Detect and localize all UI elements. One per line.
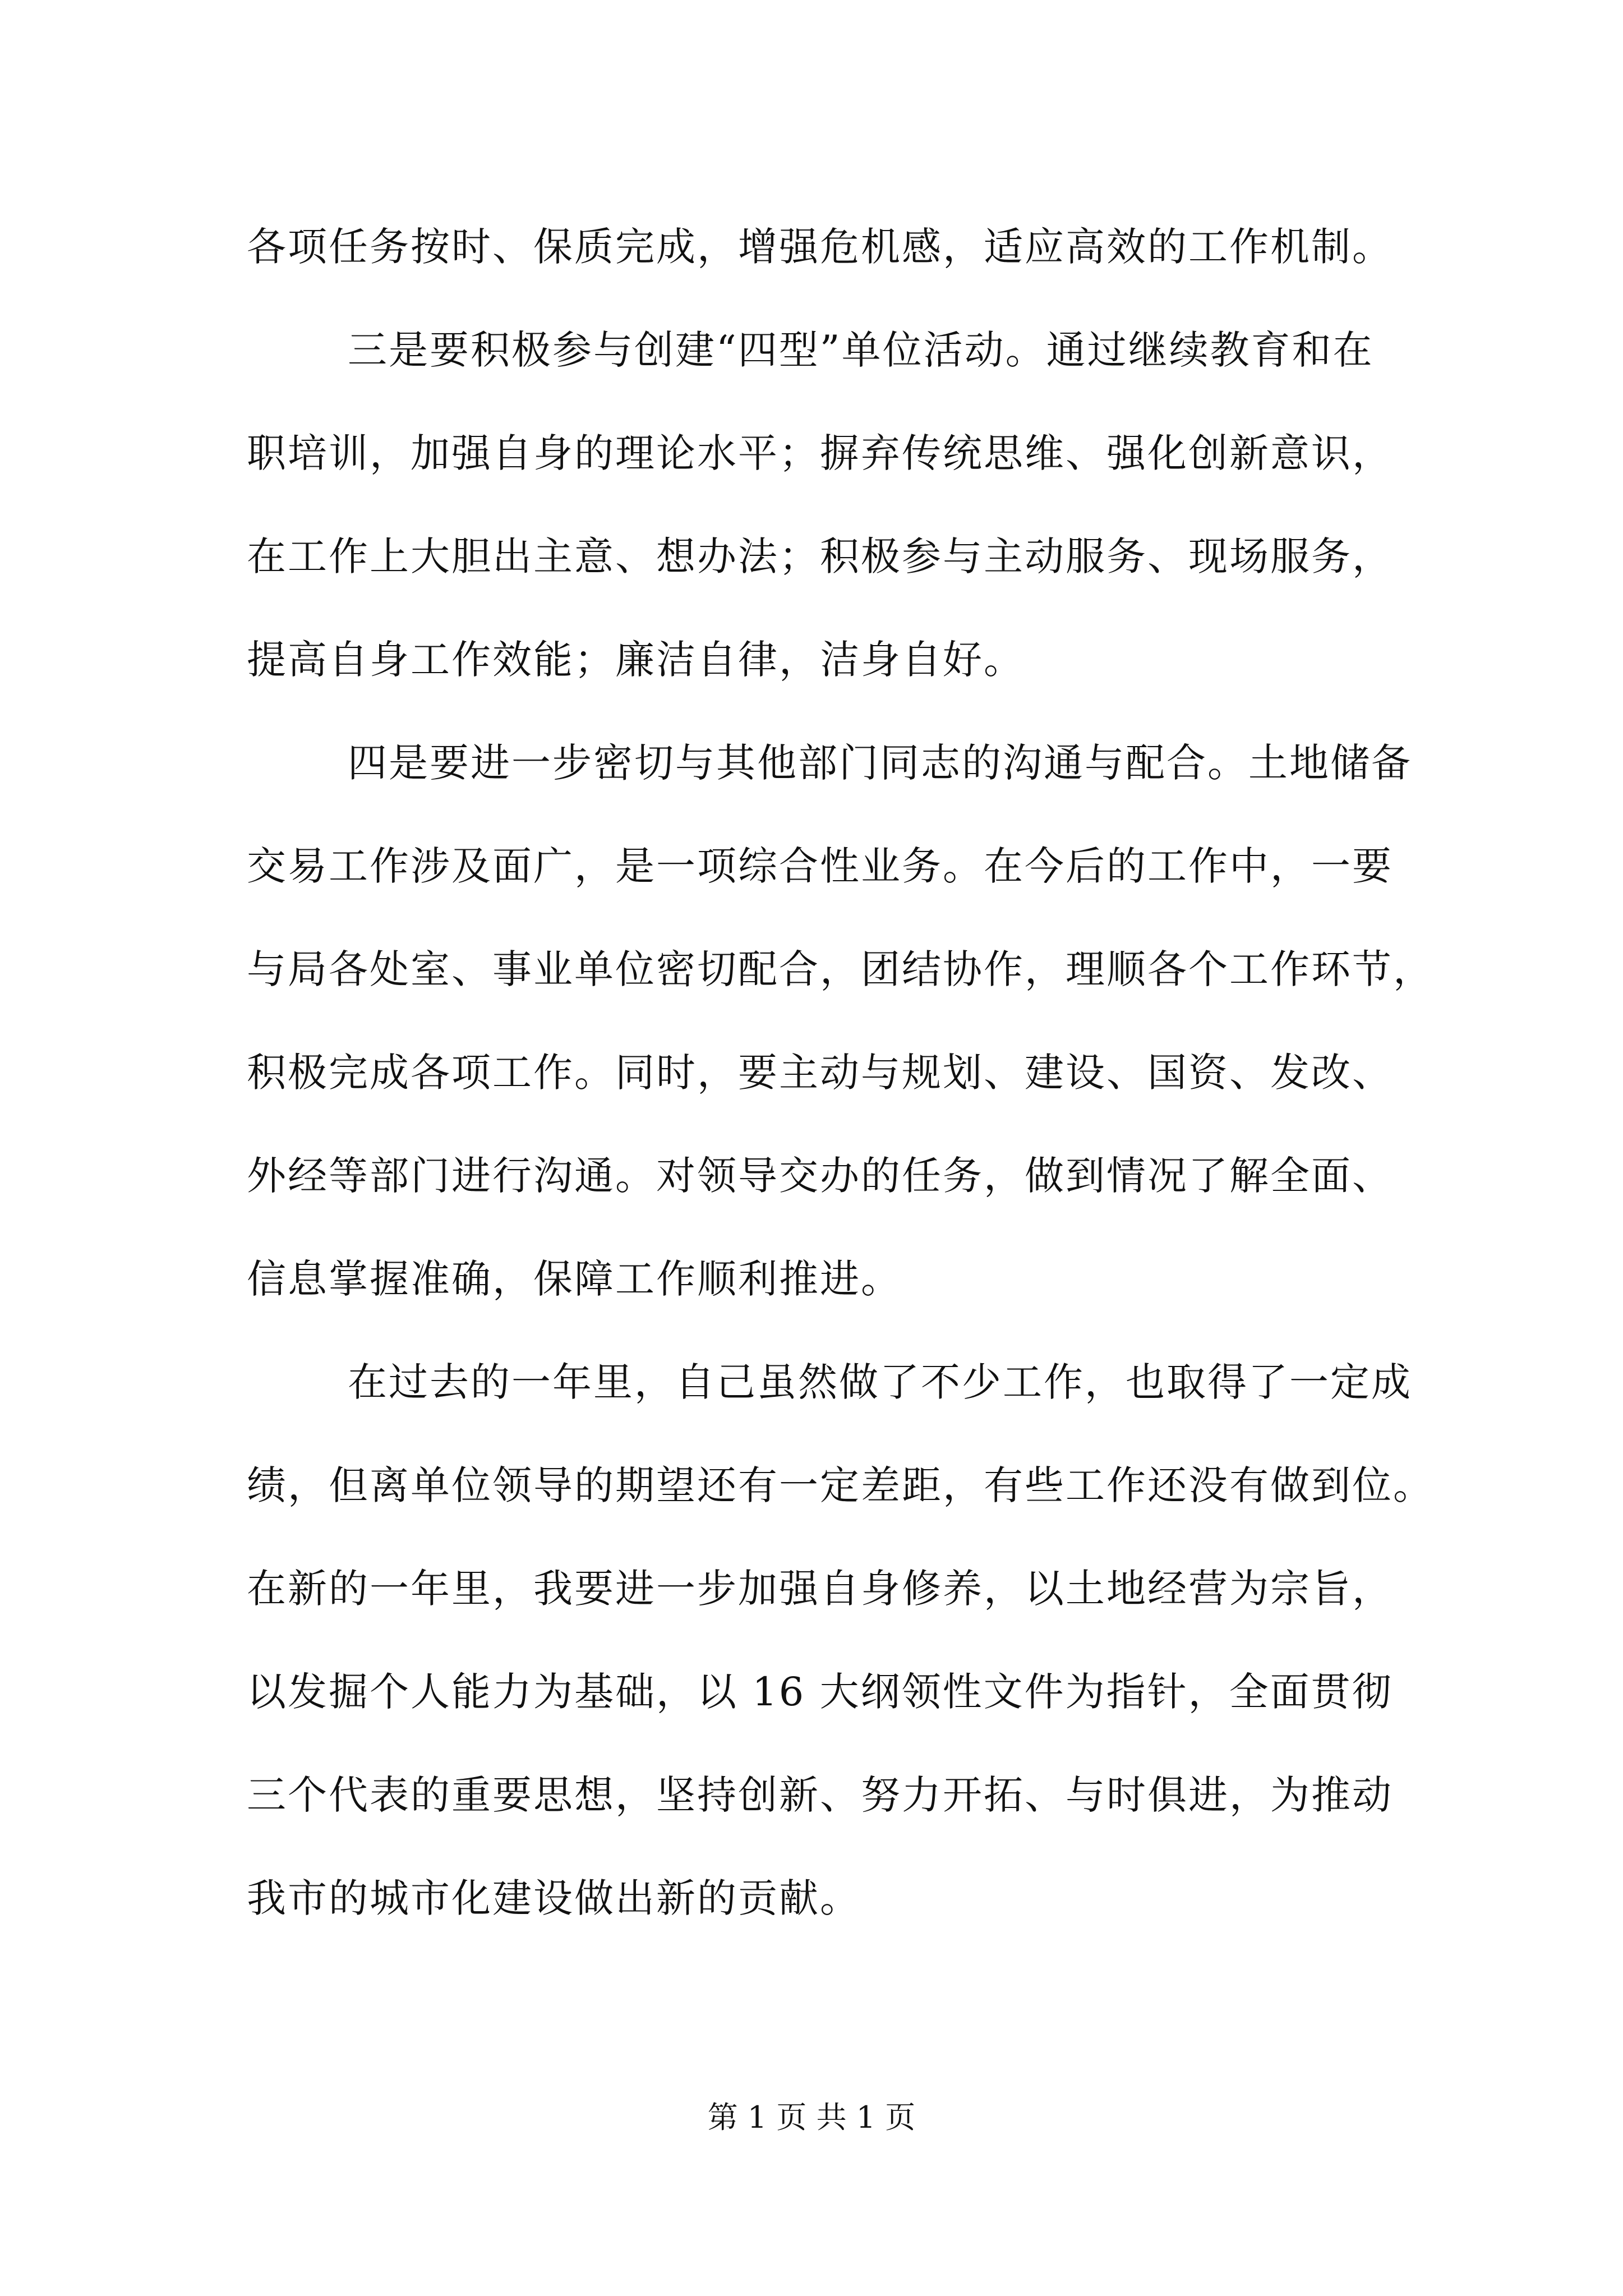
text-line: 职培训，加强自身的理论水平；摒弃传统思维、强化创新意识，: [247, 430, 1393, 476]
text-line: 信息掌握准确，保障工作顺利推进。: [247, 1256, 902, 1302]
text-line: 在工作上大胆出主意、想办法；积极参与主动服务、现场服务，: [247, 533, 1393, 579]
paragraph-5-start: 在过去的一年里，自己虽然做了不少工作，也取得了一定成: [348, 1359, 1412, 1405]
text-line: 在新的一年里，我要进一步加强自身修养，以土地经营为宗旨，: [247, 1566, 1393, 1612]
text-line: 我市的城市化建设做出新的贡献。: [247, 1875, 861, 1921]
text-line: 绩，但离单位领导的期望还有一定差距，有些工作还没有做到位。: [247, 1462, 1434, 1508]
text-line: 以发掘个人能力为基础，以 16 大纲领性文件为指针，全面贯彻: [247, 1669, 1393, 1715]
text-line: 交易工作涉及面广，是一项综合性业务。在今后的工作中，一要: [247, 843, 1393, 889]
page-footer: 第 1 页 共 1 页: [707, 2100, 916, 2135]
text-line: 提高自身工作效能；廉洁自律，洁身自好。: [247, 637, 1025, 683]
text-line: 外经等部门进行沟通。对领导交办的任务，做到情况了解全面、: [247, 1153, 1393, 1199]
paragraph-3-start: 三是要积极参与创建“四型”单位活动。通过继续教育和在: [348, 327, 1374, 373]
text-line: 三个代表的重要思想，坚持创新、努力开拓、与时俱进，为推动: [247, 1772, 1393, 1818]
paragraph-4-start: 四是要进一步密切与其他部门同志的沟通与配合。土地储备: [348, 740, 1412, 786]
text-line: 各项任务按时、保质完成，增强危机感，适应高效的工作机制。: [247, 224, 1393, 270]
text-line: 积极完成各项工作。同时，要主动与规划、建设、国资、发改、: [247, 1050, 1393, 1096]
text-line: 与局各处室、事业单位密切配合，团结协作，理顺各个工作环节，: [247, 946, 1434, 992]
